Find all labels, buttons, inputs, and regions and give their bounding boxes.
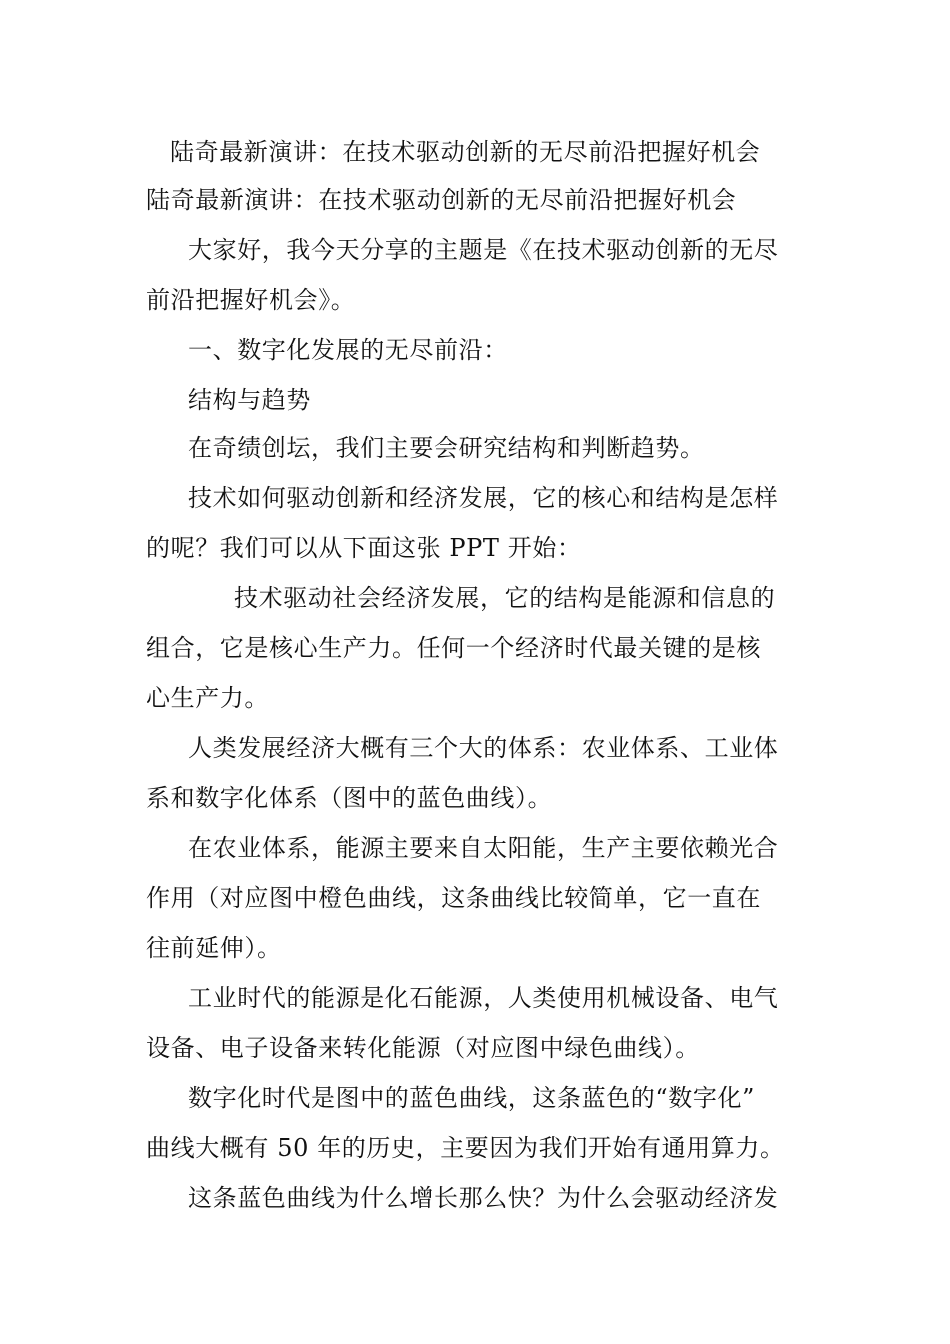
body-line-13: 在农业体系，能源主要来自太阳能，生产主要依赖光合 [188, 834, 779, 862]
body-line-1: 大家好，我今天分享的主题是《在技术驱动创新的无尽 [188, 236, 779, 264]
body-line-17: 设备、电子设备来转化能源（对应图中绿色曲线）。 [146, 1034, 700, 1062]
body-line-8: 技术驱动社会经济发展，它的结构是能源和信息的 [234, 584, 776, 612]
body-line-2: 前沿把握好机会》。 [146, 286, 356, 314]
body-line-9: 组合，它是核心生产力。任何一个经济时代最关键的是核 [146, 634, 761, 662]
body-line-7: 的呢？我们可以从下面这张 PPT 开始： [146, 534, 582, 562]
body-line-20: 这条蓝色曲线为什么增长那么快？为什么会驱动经济发 [188, 1184, 779, 1212]
section-subheading: 结构与趋势 [188, 386, 311, 414]
title-line-2: 陆奇最新演讲：在技术驱动创新的无尽前沿把握好机会 [146, 186, 737, 214]
body-line-16: 工业时代的能源是化石能源，人类使用机械设备、电气 [188, 984, 779, 1012]
section-heading: 一、数字化发展的无尽前沿： [188, 336, 508, 364]
body-line-19: 曲线大概有 50 年的历史，主要因为我们开始有通用算力。 [146, 1134, 785, 1162]
body-line-5: 在奇绩创坛，我们主要会研究结构和判断趋势。 [188, 434, 705, 462]
body-line-6: 技术如何驱动创新和经济发展，它的核心和结构是怎样 [188, 484, 779, 512]
title-line-1: 陆奇最新演讲：在技术驱动创新的无尽前沿把握好机会 [170, 138, 761, 166]
body-line-14: 作用（对应图中橙色曲线，这条曲线比较简单，它一直在 [146, 884, 761, 912]
body-line-15: 往前延伸）。 [146, 934, 282, 962]
body-line-18: 数字化时代是图中的蓝色曲线，这条蓝色的“数字化” [188, 1084, 755, 1112]
body-line-10: 心生产力。 [146, 684, 269, 712]
body-line-11: 人类发展经济大概有三个大的体系：农业体系、工业体 [188, 734, 779, 762]
body-line-12: 系和数字化体系（图中的蓝色曲线）。 [146, 784, 553, 812]
